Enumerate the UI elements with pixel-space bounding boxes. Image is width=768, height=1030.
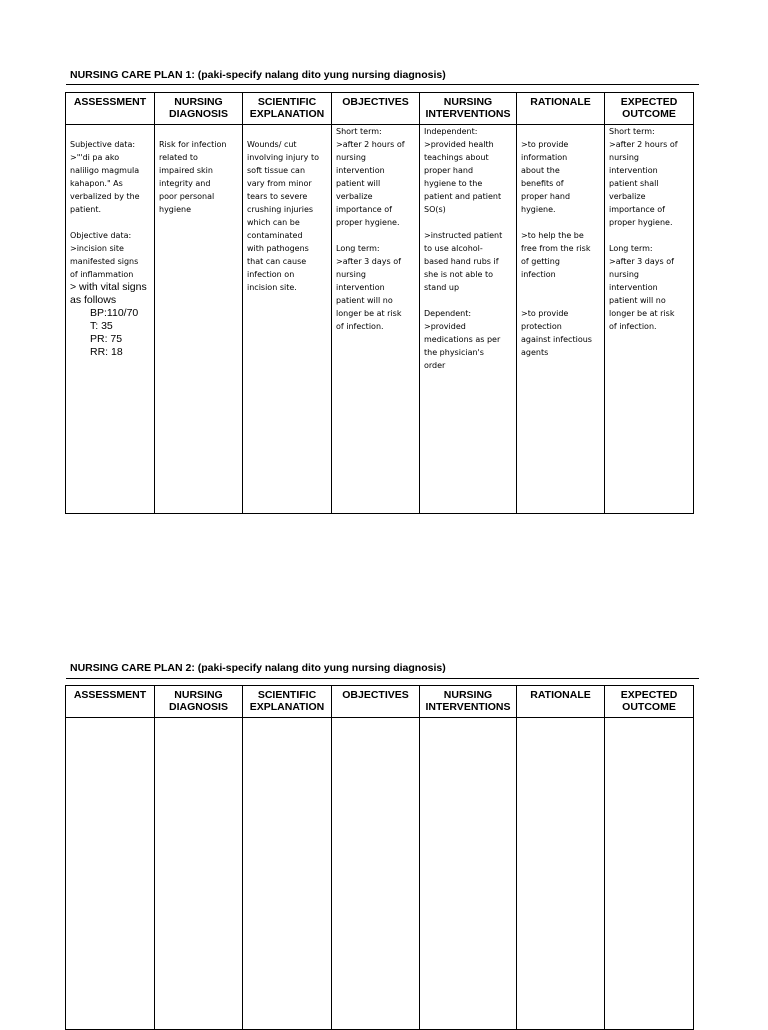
scientific-explanation-cell [243,125,332,514]
scientific-explanation-cell-empty[interactable] [243,718,332,1030]
header-expected-outcome: EXPECTED OUTCOME [605,686,694,718]
plan2-title: NURSING CARE PLAN 2: (paki-specify nalang dito yung nursing diagnosis) [70,662,446,674]
header-nursing-interventions: NURSING INTERVENTIONS [420,93,517,125]
vital-temp: T: 35 [90,320,113,332]
objectives-cell [332,125,420,514]
assessment-cell [66,125,155,514]
assessment-cell-empty[interactable] [66,718,155,1030]
table-header-row [66,686,694,718]
header-scientific-explanation: SCIENTIFIC EXPLANATION [243,93,332,125]
plan2-title-rule [66,678,699,679]
table-row [66,125,694,514]
expected-outcome-cell-empty[interactable] [605,718,694,1030]
rationale-text: >to provide information about the benefits of proper hand hygiene. >to help the be free from the risk of getting infection >to provide protection against infectious agents [521,140,592,357]
nursing-diagnosis-cell-empty[interactable] [155,718,243,1030]
vital-signs [66,281,154,359]
table-row [66,718,694,1030]
nursing-diagnosis-cell [155,125,243,514]
expected-outcome-text: Short term: >after 2 hours of nursing intervention patient shall verbalize importance of proper hygiene. Long term: >after 3 days of nursing intervention patient will no longer be at risk of infection. [609,127,678,331]
header-assessment: ASSESSMENT [66,686,155,718]
header-scientific-explanation: SCIENTIFIC EXPLANATION [243,686,332,718]
rationale-cell-empty[interactable] [517,718,605,1030]
vital-rr: RR: 18 [90,346,123,358]
nursing-interventions-text: Independent: >provided health teachings about proper hand hygiene to the patient and patient SO(s) >instructed patient to use alcohol- based hand rubs if she is not able to stand up Dependent: >provided medications as per the physician's order [424,127,503,370]
expected-outcome-cell [605,125,694,514]
scientific-explanation-text: Wounds/ cut involving injury to soft tissue can vary from minor tears to severe crushing injuries which can be contaminated with pathogens that can cause infection on incision site. [247,140,319,292]
header-nursing-interventions: NURSING INTERVENTIONS [420,686,517,718]
header-rationale: RATIONALE [517,686,605,718]
vital-bp: BP:110/70 [90,307,139,319]
header-rationale: RATIONALE [517,93,605,125]
assessment-text: Subjective data: >"'di pa ako naliligo magmula kahapon." As verbalized by the patient. Objective data: >incision site manifested signs of inflammation [70,140,140,279]
header-nursing-diagnosis: NURSING DIAGNOSIS [155,686,243,718]
plan1-title-rule [66,84,699,85]
objectives-text: Short term: >after 2 hours of nursing intervention patient will verbalize importance of proper hygiene. Long term: >after 3 days of nursing intervention patient will no longer be at risk of infection. [336,127,405,331]
nursing-interventions-cell [420,125,517,514]
care-plan-2-table [65,685,694,1030]
nursing-interventions-cell-empty[interactable] [420,718,517,1030]
table-header-row [66,93,694,125]
vital-signs-intro: > with vital signs as follows [70,281,147,306]
rationale-cell [517,125,605,514]
header-objectives: OBJECTIVES [332,686,420,718]
vital-pr: PR: 75 [90,333,123,345]
objectives-cell-empty[interactable] [332,718,420,1030]
plan1-title: NURSING CARE PLAN 1: (paki-specify nalang dito yung nursing diagnosis) [70,69,446,81]
header-objectives: OBJECTIVES [332,93,420,125]
header-expected-outcome: EXPECTED OUTCOME [605,93,694,125]
header-assessment: ASSESSMENT [66,93,155,125]
nursing-diagnosis-text: Risk for infection related to impaired skin integrity and poor personal hygiene [159,140,227,214]
header-nursing-diagnosis: NURSING DIAGNOSIS [155,93,243,125]
care-plan-1-table [65,92,694,514]
